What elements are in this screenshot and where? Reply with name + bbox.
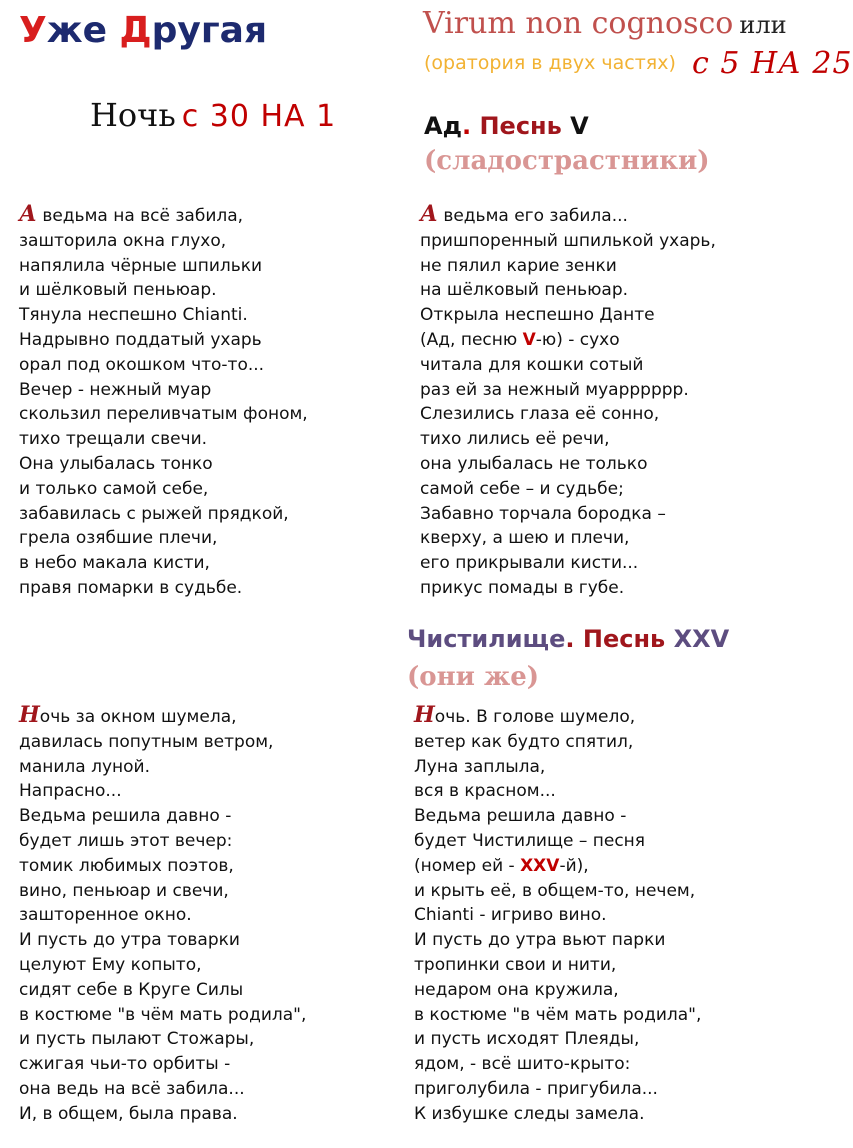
ad-section-subtitle: (сладострастники) xyxy=(424,146,710,176)
title-letter-u: У xyxy=(19,10,47,51)
poem-line: сжигая чьи-то орбиты - xyxy=(19,1054,231,1075)
poem-line: целуют Ему копыто, xyxy=(19,954,202,975)
poem-line: и шёлковый пеньюар. xyxy=(19,280,217,301)
poem-line: манила луной. xyxy=(19,756,150,777)
poem-line: и крыть её, в общем-то, нечем, xyxy=(414,880,696,901)
poem-line: она ведь на всё забила... xyxy=(19,1078,245,1099)
ad-heading-part2: Песнь xyxy=(479,112,562,140)
poem-line: тропинки свои и нити, xyxy=(414,954,617,975)
poem-line: и пусть исходят Плеяды, xyxy=(414,1029,640,1050)
poem-line: зашторенное окно. xyxy=(19,905,192,926)
poem-line xyxy=(420,328,716,353)
poem-line: правя помарки в судьбе. xyxy=(19,577,243,598)
drop-cap: Н xyxy=(414,702,435,728)
poem-special-red: XXV xyxy=(520,855,560,876)
night-heading xyxy=(90,96,336,134)
purgatory-section-subtitle: (они же) xyxy=(407,662,540,692)
poem-line: в костюме "в чём мать родила", xyxy=(19,1004,307,1025)
poem-line: и только самой себе, xyxy=(19,478,209,499)
poem-top-left xyxy=(19,201,308,601)
poem-first-line-text: ведьма его забила... xyxy=(437,206,628,226)
poem-line: зашторила окна глухо, xyxy=(19,230,227,251)
poem-line: прикус помады в губе. xyxy=(420,577,625,598)
poem-line: недаром она кружила, xyxy=(414,979,619,1000)
oratorio-subtitle: (оратория в двух частях) xyxy=(424,52,676,74)
poem-line: давилась попутным ветром, xyxy=(19,731,274,752)
poem-line: И пусть до утра вьют парки xyxy=(414,930,666,951)
poem-line: Луна заплыла, xyxy=(414,756,546,777)
poem-bottom-left xyxy=(19,702,306,1127)
poem-line: орал под окошком что-то... xyxy=(19,354,265,375)
ad-heading-dot: . xyxy=(461,112,480,140)
poem-first-line-text: очь за окном шумела, xyxy=(39,707,237,727)
poem-line xyxy=(19,201,308,229)
poem-first-line-text: ведьма на всё забила, xyxy=(36,206,244,226)
poem-line: Chianti - игриво вино. xyxy=(414,905,607,926)
poem-line: будет лишь этот вечер: xyxy=(19,830,233,851)
poem-line: Напрасно... xyxy=(19,781,122,802)
night-label: Ночь xyxy=(90,96,176,134)
poem-line: вся в красном... xyxy=(414,781,556,802)
latin-title-text: Virum non cognosco xyxy=(423,6,734,41)
title-part-zhe: же xyxy=(46,10,120,51)
poem-special-post: -й), xyxy=(559,855,589,876)
poem-line: скользил переливчатым фоном, xyxy=(19,404,308,425)
poem-top-right xyxy=(420,201,716,601)
poem-line: К избушке следы замела. xyxy=(414,1103,645,1124)
ad-section-heading xyxy=(424,112,589,140)
poem-line: Забавно торчала бородка – xyxy=(420,503,666,524)
poem-line: Слезились глаза её сонно, xyxy=(420,404,660,425)
poem-line: напялила чёрные шпильки xyxy=(19,255,263,276)
poem-first-line-text: очь. В голове шумело, xyxy=(434,707,636,727)
poem-line: не пялил карие зенки xyxy=(420,255,617,276)
poem-line: ядом, - всё шито-крыто: xyxy=(414,1054,631,1075)
poem-line: Вечер - нежный муар xyxy=(19,379,212,400)
poem-line: забавилась с рыжей прядкой, xyxy=(19,503,289,524)
purgatory-heading-part2: Песнь xyxy=(582,625,666,653)
poem-line: на шёлковый пеньюар. xyxy=(420,280,629,301)
night-date: с 30 НА 1 xyxy=(181,99,337,134)
purgatory-heading-part3: XXV xyxy=(665,625,730,653)
poem-line: будет Чистилище – песня xyxy=(414,830,646,851)
poem-line: тихо трещали свечи. xyxy=(19,429,208,450)
poem-line: раз ей за нежный муарррррр. xyxy=(420,379,689,400)
poem-line: Ведьма решила давно - xyxy=(414,806,627,827)
poem-special-red: V xyxy=(522,329,536,350)
poem-line xyxy=(414,702,701,730)
poem-line: сидят себе в Круге Силы xyxy=(19,979,244,1000)
purgatory-heading-part1: Чистилище xyxy=(407,625,566,653)
purgatory-section-heading xyxy=(407,625,729,653)
date-right: с 5 НА 25 xyxy=(692,46,853,81)
ad-heading-part3: V xyxy=(561,112,589,140)
poem-line: приголубила - пригубила... xyxy=(414,1078,658,1099)
poem-line: И пусть до утра товарки xyxy=(19,930,240,951)
poem-line xyxy=(414,854,701,879)
latin-title xyxy=(423,6,787,41)
ad-heading-part1: Ад xyxy=(424,112,462,140)
poem-line: И, в общем, была права. xyxy=(19,1103,238,1124)
poem-line: тихо лились её речи, xyxy=(420,429,610,450)
poem-line xyxy=(19,702,306,730)
poem-line: читала для кошки сотый xyxy=(420,354,644,375)
poem-line: вино, пеньюар и свечи, xyxy=(19,880,229,901)
drop-cap: А xyxy=(19,201,37,227)
title-letter-d: Д xyxy=(119,10,152,51)
poem-bottom-right xyxy=(414,702,701,1127)
poem-line: и пусть пылают Стожары, xyxy=(19,1029,255,1050)
poem-special-post: -ю) - сухо xyxy=(535,329,620,350)
poem-line: Ведьма решила давно - xyxy=(19,806,232,827)
poem-line: в костюме "в чём мать родила", xyxy=(414,1004,702,1025)
poem-line: Она улыбалась тонко xyxy=(19,453,213,474)
poem-line: самой себе – и судьбе; xyxy=(420,478,624,499)
poem-line: она улыбалась не только xyxy=(420,453,648,474)
poem-line: пришпоренный шпилькой ухарь, xyxy=(420,230,716,251)
poem-special-pre: (Ад, песню xyxy=(420,329,523,350)
poem-line: Открыла неспешно Данте xyxy=(420,305,655,326)
poem-line: Тянула неспешно Chianti. xyxy=(19,305,248,326)
drop-cap: А xyxy=(420,201,438,227)
title-part-rugaya: ругая xyxy=(151,10,268,51)
poem-line: грела озябшие плечи, xyxy=(19,528,218,549)
poem-line: кверху, а шею и плечи, xyxy=(420,528,630,549)
poem-line: Надрывно поддатый ухарь xyxy=(19,329,262,350)
poem-line: его прикрывали кисти... xyxy=(420,553,639,574)
poem-special-pre: (номер ей - xyxy=(414,855,521,876)
latin-ili: или xyxy=(739,11,787,39)
purgatory-heading-dot: . xyxy=(565,625,583,653)
poem-line: в небо макала кисти, xyxy=(19,553,210,574)
poem-line: ветер как будто спятил, xyxy=(414,731,634,752)
poem-line xyxy=(420,201,716,229)
drop-cap: Н xyxy=(19,702,40,728)
poem-line: томик любимых поэтов, xyxy=(19,855,234,876)
page-title xyxy=(19,10,267,51)
